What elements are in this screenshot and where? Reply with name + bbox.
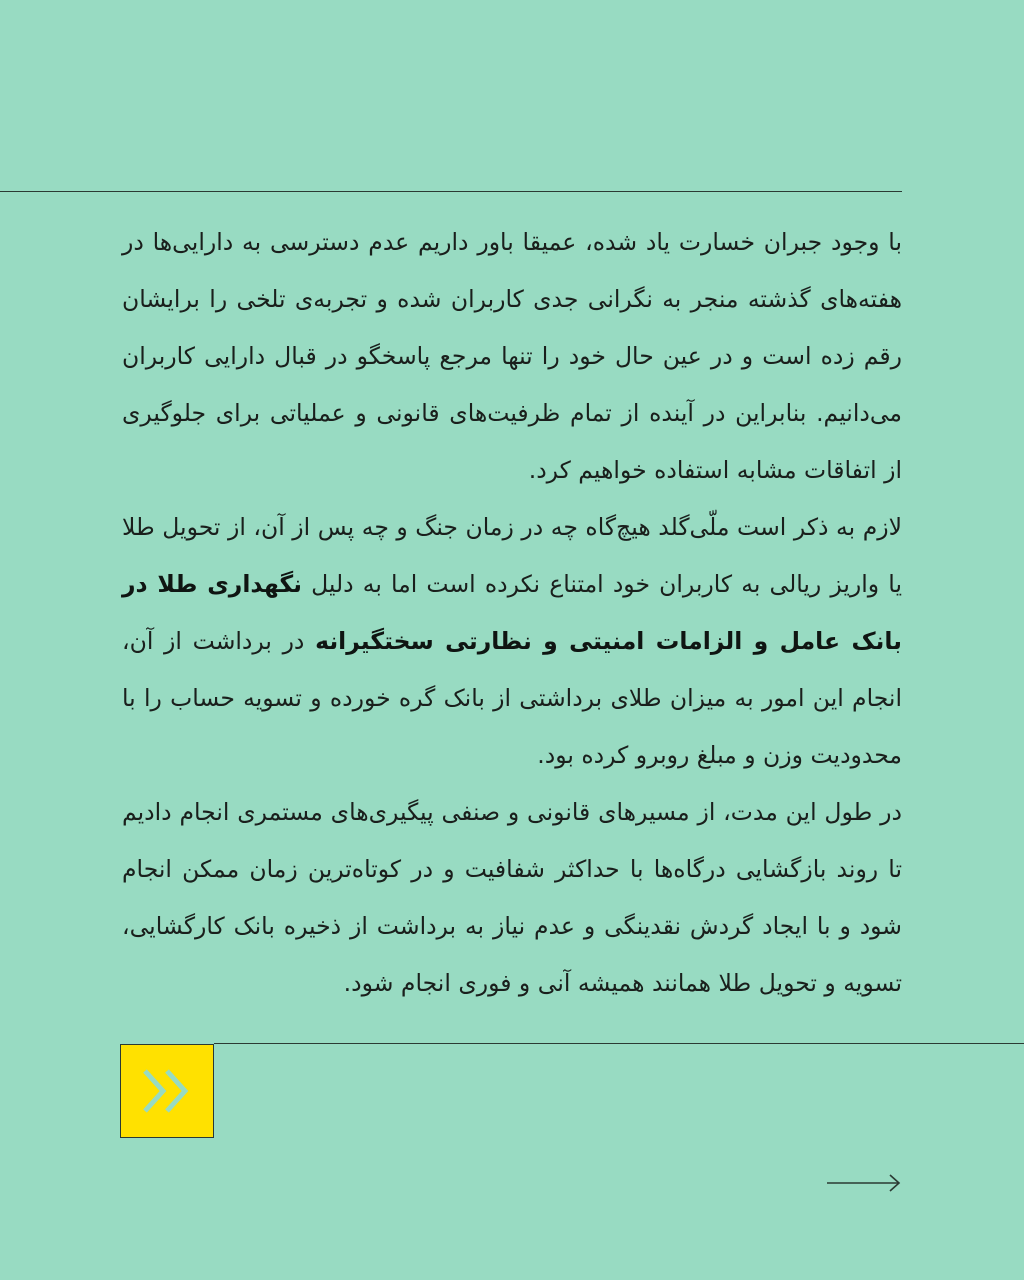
arrow-right-icon[interactable] <box>826 1172 902 1194</box>
paragraph-gold-storage-emphasis: نگهداری طلا در بانک عامل و الزامات امنیتی و نظارتی سختگیرانه <box>122 570 902 655</box>
paragraph-legal-followup: در طول این مدت، از مسیرهای قانونی و صنفی پیگیری‌های مستمری انجام دادیم تا روند بازگشایی درگاه‌ها با حداکثر شفافیت و در کوتاه‌ترین زمان ممکن انجام شود و با ایجاد گردش نقدینگی و عدم نیاز به برداشت از ذخیره بانک کارگشایی، تسویه و تحویل طلا همانند همیشه آنی و فوری انجام شود. <box>122 798 902 997</box>
bottom-divider <box>214 1043 1024 1044</box>
paragraph-compensation: با وجود جبران خسارت یاد شده، عمیقا باور داریم عدم دسترسی به دارایی‌ها در هفته‌های گذشته منجر به نگرانی جدی کاربران شده و تجربه‌ی تلخی را برایشان رقم زده است و در عین حال خود را تنها مرجع پاسخگو در قبال دارایی کاربران می‌دانیم. بنابراین در آینده از تمام ظرفیت‌های قانونی و عملیاتی برای جلوگیری از اتفاقات مشابه استفاده خواهیم کرد. <box>122 228 902 484</box>
article-body <box>122 214 902 1012</box>
paragraph-gold-storage-start: لازم به ذکر است ملّی‌گلد هیچ‌گاه چه در زمان جنگ و چه پس از آن، از تحویل طلا یا واریز ریالی به کاربران خود امتناع نکرده است اما به دلیل <box>122 513 902 598</box>
paragraph-gold-storage <box>122 499 902 784</box>
paragraph-gold-storage-end: در برداشت از آن، انجام این امور به میزان طلای برداشتی از بانک گره خورده و تسویه حساب را با محدودیت وزن و مبلغ روبرو کرده بود. <box>122 627 902 769</box>
double-chevron-right-icon <box>139 1065 195 1117</box>
top-divider <box>0 191 902 192</box>
double-chevron-badge <box>120 1044 214 1138</box>
